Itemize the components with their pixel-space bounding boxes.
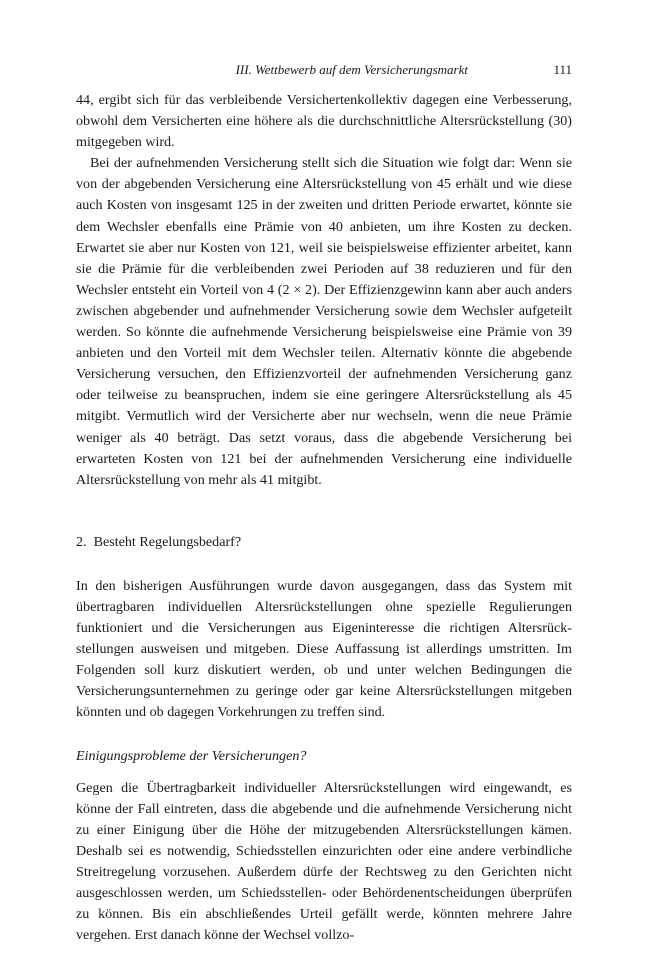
page-number: 111 [553, 62, 572, 77]
running-title: III. Wettbewerb auf dem Versicherungsmarkt [235, 62, 468, 77]
section-title: Besteht Regelungsbedarf? [93, 533, 242, 550]
section-heading [76, 532, 572, 553]
book-page [76, 62, 572, 946]
running-header [76, 62, 572, 84]
section-number: 2. [76, 533, 87, 550]
subsection-heading: Einigungsprobleme der Versicherungen? [76, 747, 307, 764]
paragraph-continuation: 44, ergibt sich für das verbleibende Versichertenkollektiv dagegen eine Verbesserung, obwohl dem Versicherten eine höhere als die durchschnittliche Altersrückstellung (30) mitgegeben wird. [76, 92, 572, 151]
paragraph-receiving-insurer: Bei der aufnehmenden Versicherung stellt sich die Situation wie folgt dar: Wenn sie von der abgebenden Versicherung eine Altersrückstellung von 45 erhält und wie diese auch Kosten von insgesamt 125 in der zweiten und dritten Periode erwartet, könnte sie dem Wechsler ebenfalls eine Prämie von 40 anbieten, um ihre Kosten zu decken. Erwartet sie aber nur Kosten von 121, weil sie beispielsweise effizienter arbeitet, kann sie die Prämie für die verbleibenden zwei Perioden auf 38 reduzieren und für den Wechsler entsteht ein Vorteil von 4 (2 × 2). Der Effizienzgewinn kann aber auch anders zwischen abgebender und aufnehmender Versicherung sowie dem Wechsler aufgeteilt werden. So könnte die aufnehmende Versicherung beispielsweise eine Prämie von 39 anbieten und den Vorteil mit dem Wechsler teilen. Alternativ könnte die abgebende Versicherung versuchen, den Effizienzvorteil der aufnehmenden Versicherung ganz oder teilweise zu beanspruchen, indem sie eine geringere Altersrückstellung als 45 mitgibt. Vermutlich wird der Versicherte aber nur wechseln, wenn die neue Prämie weniger als 40 beträgt. Das setzt voraus, dass die abgebende Versicherung bei erwarteten Kosten von 121 bei der aufnehmenden Versicherung eine individuelle Altersrückstellung von mehr als 41 mitgibt. [76, 155, 572, 488]
paragraph-regulation-need: In den bisherigen Ausführungen wurde davon ausgegangen, dass das System mit übertragbaren individuellen Altersrückstellungen ohne spezielle Regulierungen funktioniert und die Versicherungen aus Eigeninteresse die richtigen Altersrückstellungen ausweisen und mitgeben. Diese Auffassung ist allerdings umstritten. Im Folgenden soll kurz diskutiert werden, ob und unter welchen Bedingungen die Versicherungsunternehmen zu geringe oder gar keine Altersrückstellungen mitgeben könnten und ob dagegen Vorkehrungen zu treffen sind. [76, 577, 572, 721]
paragraph-agreement-problems: Gegen die Übertragbarkeit individueller Altersrückstellungen wird eingewandt, es könne der Fall eintreten, dass die abgebende und die aufnehmende Versicherung nicht zu einer Einigung über die Höhe der mitzugebenden Altersrückstellungen kämen. Deshalb sei es notwendig, Schiedsstellen einzurichten oder eine andere verbindliche Streitregelung vorzusehen. Außerdem dürfe der Rechtsweg zu den Gerichten nicht ausgeschlossen werden, um Schiedsstellen- oder Behördenentscheidungen überprüfen zu können. Bis ein abschließendes Urteil gefällt werde, könnten mehrere Jahre vergehen. Erst danach könne der Wechsel vollzo- [76, 779, 572, 944]
